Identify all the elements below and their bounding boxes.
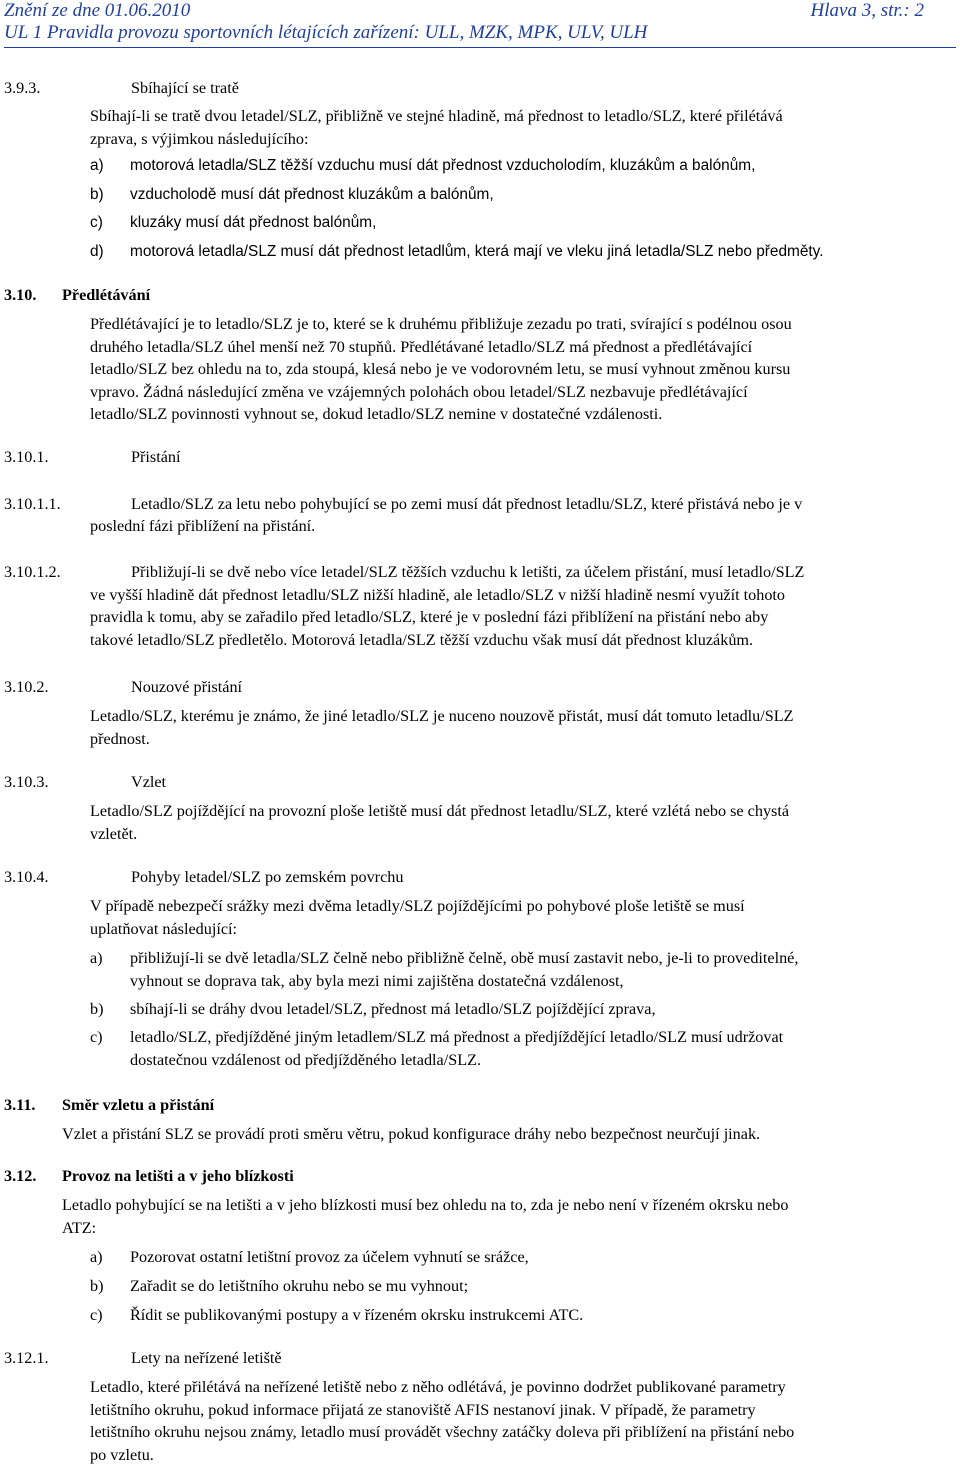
list-item: přibližují-li se dvě letadla/SLZ čelně nebo přibližně čelně, obě musí zastavit nebo, je-li to proveditelné, (130, 949, 799, 967)
paragraph-line: druhého letadla/SLZ úhel menší než 70 stupňů. Předlétávané letadlo/SLZ má přednost a předlétávající (90, 338, 753, 356)
list-item: vzducholodě musí dát přednost kluzákům a balónům, (130, 186, 494, 203)
list-item: vyhnout se doprava tak, aby byla mezi nimi zajištěna dostatečná vzdálenost, (130, 972, 624, 990)
paragraph-line: letadlo/SLZ povinnosti vyhnout se, dokud letadlo/SLZ nemine v dostatečné vzdálenosti. (90, 405, 663, 423)
paragraph-line: Letadlo/SLZ pojíždějící na provozní ploše letiště musí dát přednost letadlu/SLZ, které vzlétá nebo se chystá (90, 802, 790, 820)
list-item-label: a) (90, 157, 104, 174)
list-item: motorová letadla/SLZ těžší vzduchu musí dát přednost vzducholodím, kluzákům a balónům, (130, 157, 756, 174)
list-item: letadlo/SLZ, předjížděné jiným letadlem/SLZ má přednost a předjíždějící letadlo/SLZ musí udržovat (130, 1028, 784, 1046)
section-title: Vzlet (131, 773, 167, 791)
section-number: 3.9.3. (4, 79, 41, 97)
paragraph-line: Letadlo/SLZ za letu nebo pohybující se po zemi musí dát přednost letadlu/SLZ, které přistává nebo je v (131, 495, 803, 513)
section-title: Předlétávání (62, 286, 151, 304)
section-number: 3.10.1. (4, 448, 49, 466)
paragraph-line: ATZ: (62, 1219, 97, 1237)
list-item-label: a) (90, 1248, 103, 1266)
list-item: motorová letadla/SLZ musí dát přednost letadlům, která mají ve vleku jiná letadla/SLZ nebo předměty. (130, 243, 824, 260)
section-title: Směr vzletu a přistání (62, 1096, 215, 1114)
paragraph-line: Vzlet a přistání SLZ se provádí proti směru větru, pokud konfigurace dráhy nebo bezpečnost neurčují jinak. (62, 1125, 761, 1143)
list-item: Řídit se publikovanými postupy a v řízeném okrsku instrukcemi ATC. (130, 1306, 584, 1324)
paragraph-line: Sbíhají-li se tratě dvou letadel/SLZ, přibližně ve stejné hladině, má přednost to letadlo/SLZ, které přilétává (90, 107, 783, 125)
list-item-label: b) (90, 1277, 104, 1295)
paragraph-line: Letadlo pohybující se na letišti a v jeho blízkosti musí bez ohledu na to, zda je nebo není v řízeném okrsku nebo (62, 1196, 789, 1214)
paragraph-line: V případě nebezpečí srážky mezi dvěma letadly/SLZ pojíždějícími po pohybové ploše letiště se musí (90, 897, 745, 915)
paragraph-line: ve vyšší hladině dát přednost letadlu/SLZ nižší hladině, ale letadlo/SLZ v nižší hladině nesmí využít tohoto (90, 586, 786, 604)
section-title: Lety na neřízené letiště (131, 1349, 282, 1367)
paragraph-line: vzletět. (90, 825, 138, 843)
section-number: 3.10.4. (4, 868, 49, 886)
list-item-label: d) (90, 243, 104, 260)
section-number: 3.12. (4, 1167, 37, 1185)
list-item: Zařadit se do letištního okruhu nebo se mu vyhnout; (130, 1277, 469, 1295)
paragraph-line: letištního okruhu nejsou známy, letadlo musí provádět všechny zatáčky doleva při přiblížení na přistání nebo (90, 1423, 795, 1441)
paragraph-line: Přibližují-li se dvě nebo více letadel/SLZ těžších vzduchu k letišti, za účelem přistání, musí letadlo/SLZ (131, 563, 805, 581)
list-item-label: c) (90, 1306, 103, 1324)
list-item-label: b) (90, 1000, 104, 1018)
paragraph-line: uplatňovat následující: (90, 920, 237, 938)
header-page-number: Hlava 3, str.: 2 (810, 0, 924, 21)
paragraph-line: letištního okruhu, pokud informace přijatá ze stanoviště AFIS nestanoví jinak. V případě, že parametry (90, 1401, 756, 1419)
paragraph-line: poslední fázi přiblížení na přistání. (90, 517, 316, 535)
section-number: 3.12.1. (4, 1349, 49, 1367)
section-title: Provoz na letišti a v jeho blízkosti (62, 1167, 294, 1185)
list-item-label: c) (90, 1028, 103, 1046)
list-item-label: c) (90, 214, 103, 231)
paragraph-line: vpravo. Žádná následující změna ve vzájemných polohách obou letadel/SLZ nezbavuje předlétávající (90, 383, 748, 401)
section-number: 3.10.3. (4, 773, 49, 791)
paragraph-line: Předlétávající je to letadlo/SLZ je to, které se k druhému přibližuje zezadu po trati, svírající s podélnou osou (90, 315, 792, 333)
section-title: Pohyby letadel/SLZ po zemském povrchu (131, 868, 404, 886)
list-item-label: b) (90, 186, 104, 203)
paragraph-line: přednost. (90, 730, 150, 748)
list-item: sbíhají-li se dráhy dvou letadel/SLZ, přednost má letadlo/SLZ pojíždějící zprava, (130, 1000, 656, 1018)
section-number: 3.10.2. (4, 678, 49, 696)
paragraph-line: Letadlo/SLZ, kterému je známo, že jiné letadlo/SLZ je nuceno nouzově přistát, musí dát tomuto letadlu/SLZ (90, 707, 794, 725)
section-number: 3.10.1.1. (4, 495, 61, 513)
paragraph-line: takové letadlo/SLZ předletělo. Motorová letadla/SLZ těžší vzduchu však musí dát přednost kluzákům. (90, 631, 754, 649)
list-item-label: a) (90, 949, 103, 967)
section-number: 3.10.1.2. (4, 563, 61, 581)
header-date: Znění ze dne 01.06.2010 (4, 0, 191, 21)
section-title: Přistání (131, 448, 181, 466)
paragraph-line: zprava, s výjimkou následujícího: (90, 130, 309, 148)
header-rule (4, 47, 956, 48)
section-number: 3.10. (4, 286, 37, 304)
section-title: Nouzové přistání (131, 678, 243, 696)
list-item: kluzáky musí dát přednost balónům, (130, 214, 377, 231)
list-item: dostatečnou vzdálenost od předjížděného letadla/SLZ. (130, 1051, 482, 1069)
header-document-title: UL 1 Pravidla provozu sportovních létajících zařízení: ULL, MZK, MPK, ULV, ULH (4, 22, 648, 43)
paragraph-line: letadlo/SLZ bez ohledu na to, zda stoupá, klesá nebo je ve vodorovném letu, se musí vyhnout změnou kursu (90, 360, 791, 378)
section-number: 3.11. (4, 1096, 36, 1114)
paragraph-line: po vzletu. (90, 1446, 154, 1464)
paragraph-line: Letadlo, které přilétává na neřízené letiště nebo z něho odlétává, je povinno dodržet publikované parametry (90, 1378, 786, 1396)
section-title: Sbíhající se tratě (131, 79, 239, 97)
paragraph-line: pravidla k tomu, aby se zařadilo před letadlo/SLZ, které je v poslední fázi přiblížení na přistání nebo aby (90, 608, 769, 626)
list-item: Pozorovat ostatní letištní provoz za účelem vyhnutí se srážce, (130, 1248, 529, 1266)
